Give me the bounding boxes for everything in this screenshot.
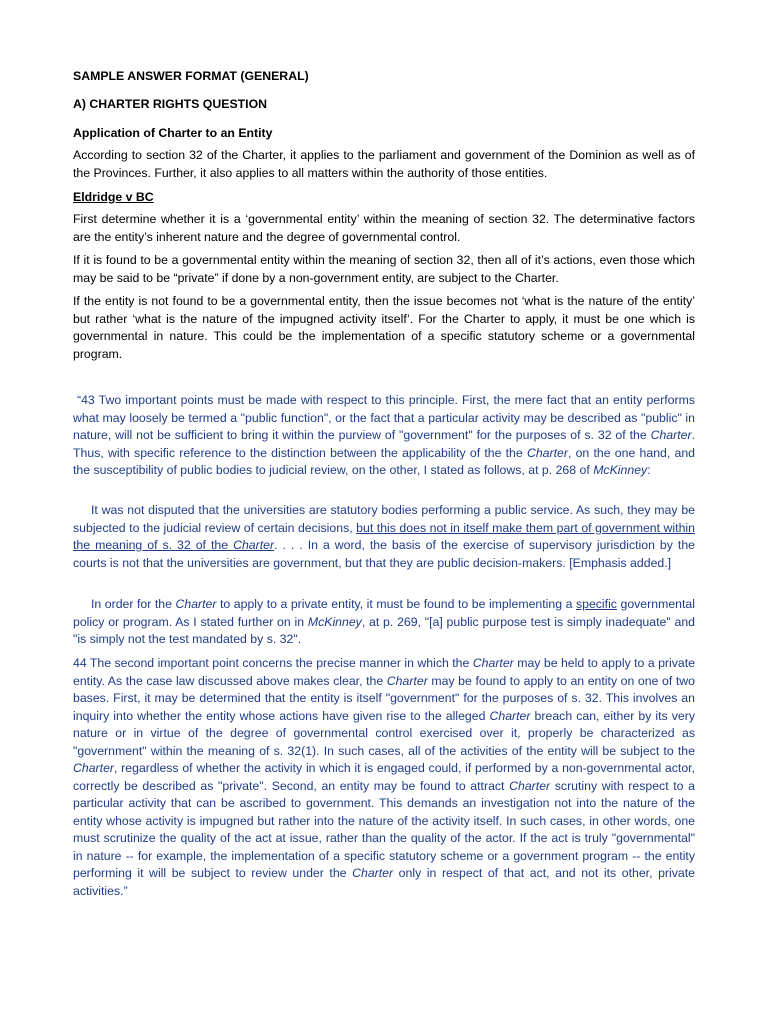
quote-text: scrutiny with respect to a particular activity that can be ascribed to government. This demands an investigation not into the nature of the entity whose activity is impugned but rather into the nature of the activity itself. In such cases, in other words, one must scrutinize the quality of the act at issue, rather than the quality of the actor. If the act is truly "governmental" in nature -- for example, the implementation of a specific statutory scheme or a government program -- the entity performing it will be subject to review under the [73,778,695,880]
paragraph-determine: First determine whether it is a ‘governmental entity’ within the meaning of section 32. The determinative factors are the entity’s inherent nature and the degree of governmental control. [73,212,695,244]
quote-indented-paragraph-1 [73,502,695,572]
quote-text: may be found to apply to an entity on one of two bases. First, it may be determined that the entity is itself "government" for the purposes of s. 32. This involves an inquiry into whether the entity whose actions have given rise to the alleged [73,673,695,723]
quote-text: breach can, either by its very nature or in virtue of the degree of governmental control exercised over it, properly be characterized as "government" within the meaning of s. 32(1). In such cases, all of the activities of the entity will be subject to the [73,708,695,758]
intro-paragraph: According to section 32 of the Charter, it applies to the parliament and government of the Dominion as well as of the Provinces. Further, it also applies to all matters within the authority of those entities. [73,148,695,180]
quote-indented-paragraph-2 [73,596,695,649]
quote-text: , on the one hand, and the susceptibility of public bodies to judicial review, on the other, I stated as follows, at p. 268 of [73,445,696,477]
charter-italic: Charter [472,656,514,670]
charter-italic: Charter [489,708,531,723]
quote-paragraph-44 [73,655,695,900]
charter-italic: Charter [73,761,115,775]
subheading: Application of Charter to an Entity [73,126,273,140]
quote-text: may be held to apply to a private entity. As the case law discussed above makes clear, the [73,656,695,688]
quote-text: “43 Two important points must be made with respect to this principle. First, the mere fact that an entity performs what may loosely be termed a "public function", or the fact that a particular activity may be described as "public" in nature, will not be sufficient to bring it within the purview of "government" for the purposes of s. 32 of the [73,393,695,442]
quote-text: governmental policy or program. As I stated further on in [73,597,695,629]
quote-text: : [647,463,651,477]
paragraph-not-governmental: If the entity is not found to be a governmental entity, then the issue becomes not ‘what is the nature of the entity’ but rather ‘what is the nature of the impugned activity itself’. For the Charter to apply, it must be one which is governmental in nature. This could be the implementation of a specific statutory scheme or a governmental program. [73,294,695,361]
charter-italic: Charter [526,445,568,460]
quote-text: In order for the [91,597,176,611]
quote-text: It was not disputed that the universities are statutory bodies performing a public service. As such, they may be subjected to the judicial review of certain decisions, [73,503,695,535]
document-title: SAMPLE ANSWER FORMAT (GENERAL) [73,69,309,83]
charter-italic: Charter [233,538,275,552]
mckinney-italic: McKinney [307,614,362,629]
quote-text: the [505,445,527,460]
charter-italic: Charter [386,673,428,688]
quote-text: to apply to a private entity, it must be found to be implementing a [216,597,576,611]
quote-text: , regardless of whether the activity in which it is engaged could, if performed by a non-governmental actor, correctly be described as "private". Second, an entity may be found to attract [73,761,695,793]
charter-italic: Charter [509,778,551,793]
mckinney-italic: McKinney [593,463,648,477]
quote-text: . . . . In a word, the basis of the exercise of supervisory jurisdiction by the courts is not that the universities are government, but that they are public decision-makers. [Emphasis added.] [73,538,696,570]
charter-italic: Charter [175,597,217,611]
quote-text: . Thus, with specific reference to the distinction between the applicability of the [73,428,695,460]
quote-text: 44 The second important point concerns the precise manner in which the [73,656,473,670]
case-name-heading: Eldridge v BC [73,190,154,204]
underlined-text: but this does not in itself make them part of government within the meaning of s. 32 of the [73,520,695,552]
charter-italic: Charter [650,428,692,442]
paragraph-governmental-entity: If it is found to be a governmental entity within the meaning of section 32, then all of it’s actions, even those which may be said to be “private” if done by a non-government entity, are subject to the Charter. [73,253,695,285]
charter-italic: Charter [352,866,394,880]
specific-underlined: specific [575,597,617,611]
quote-text: only in respect of that act, and not its other, private activities.” [73,866,695,898]
quote-text: , at p. 269, "[a] public purpose test is simply inadequate" and "is simply not the test mandated by s. 32". [73,614,696,646]
section-heading: A) CHARTER RIGHTS QUESTION [73,97,268,111]
quote-paragraph-43 [73,392,695,480]
